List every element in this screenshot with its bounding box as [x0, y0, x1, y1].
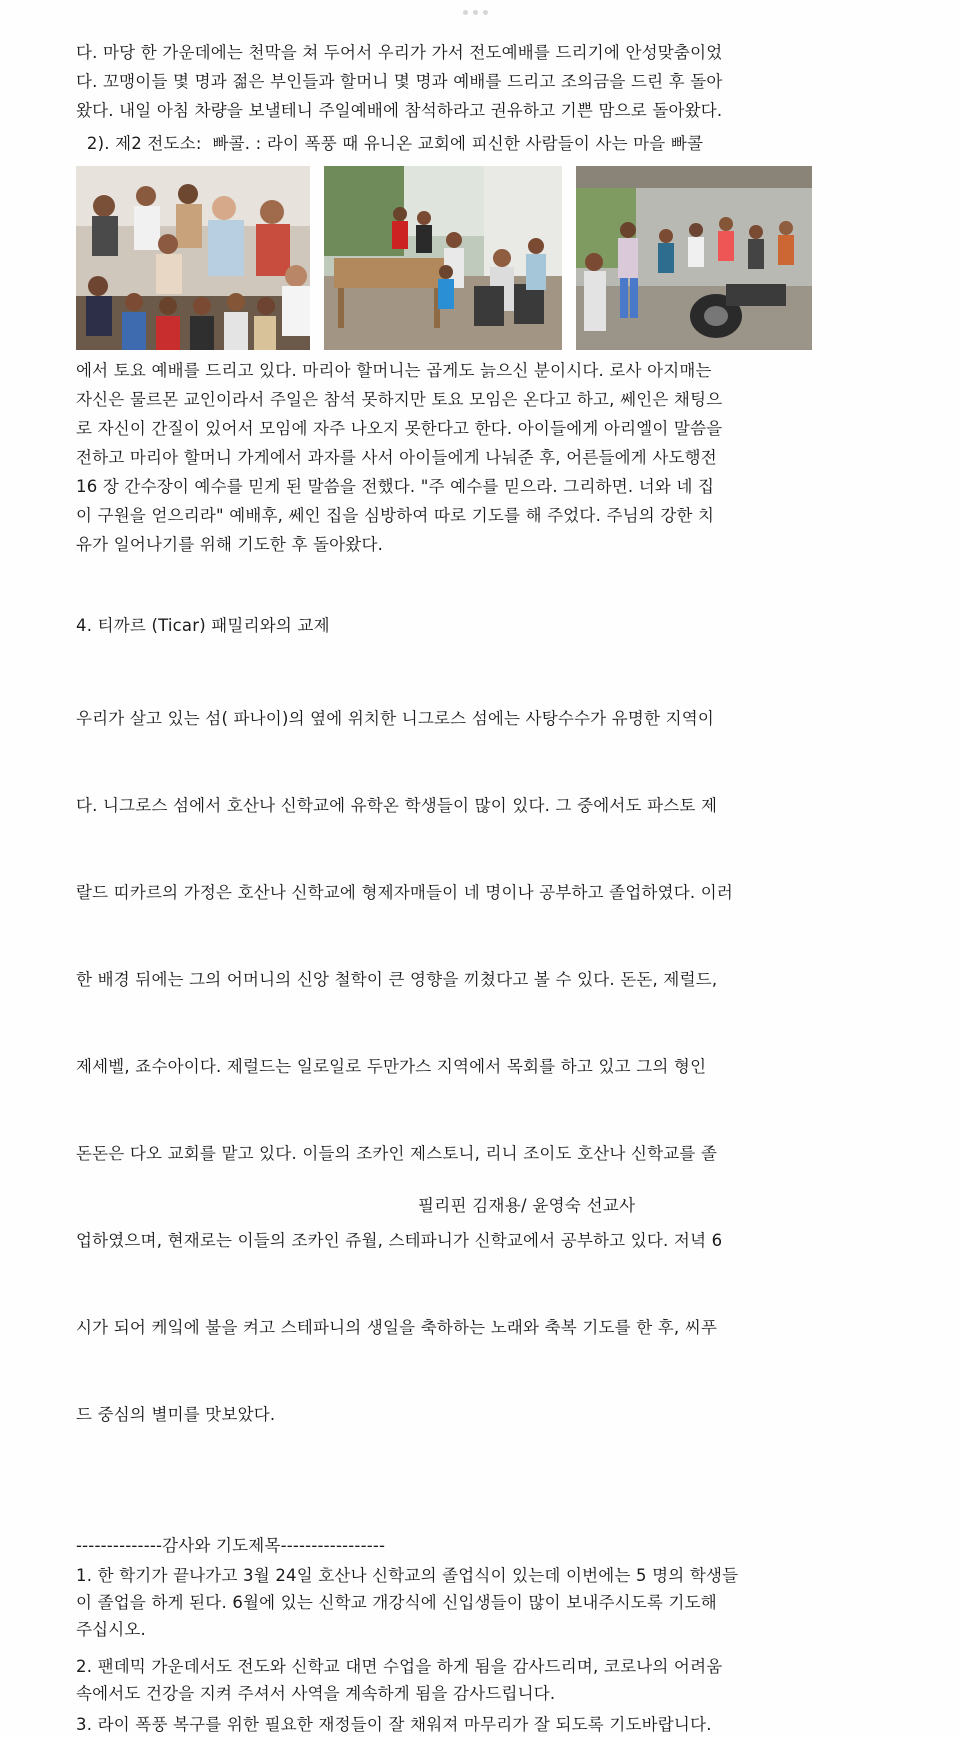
text-line: 제세벨, 죠수아이다. 제럴드는 일로일로 두만가스 지역에서 목회를 하고 있고 그의 형인	[76, 1057, 707, 1076]
text-line: 속에서도 건강을 지켜 주셔서 사역을 계속하게 됨을 감사드립니다.	[76, 1684, 556, 1703]
paragraph-1	[76, 38, 864, 125]
text-line: 왔다. 내일 아침 차량을 보낼테니 주일예배에 참석하라고 권유하고 기쁜 맘으로 돌아왔다.	[76, 101, 723, 120]
paragraph-2	[76, 356, 864, 559]
text-line: 16 장 간수장이 예수를 믿게 된 말씀을 전했다. "주 예수를 믿으라. 그리하면. 너와 네 집	[76, 477, 715, 496]
text-line: 1. 한 학기가 끝나가고 3월 24일 호산나 신학교의 졸업식이 있는데 이번에는 5 명의 학생들	[76, 1566, 739, 1585]
prayer-header: --------------감사와 기도제목-----------------	[76, 1536, 386, 1555]
text-line: 자신은 물르몬 교인이라서 주일은 참석 못하지만 토요 모임은 온다고 하고, 쎄인은 채팅으	[76, 390, 723, 409]
document-page	[76, 38, 864, 1738]
section-4-title: 4. 티까르 (Ticar) 패밀리와의 교제	[76, 616, 330, 635]
text-line: 2. 팬데믹 가운데서도 전도와 신학교 대면 수업을 하게 됨을 감사드리며, 코로나의 어려움	[76, 1657, 723, 1676]
text-line: 이 졸업을 하게 된다. 6월에 있는 신학교 개강식에 신입생들이 많이 보내주시도록 기도해	[76, 1593, 717, 1612]
text-line: 이 구원을 얻으리라" 예배후, 쎄인 집을 심방하여 따로 기도를 해 주었다. 주님의 강한 치	[76, 506, 715, 525]
prayer-item-3: 3. 라이 폭풍 복구를 위한 필요한 재정들이 잘 채워져 마무리가 잘 되도록 기도바랍니다.	[76, 1715, 712, 1734]
text-line: 유가 일어나기를 위해 기도한 후 돌아왔다.	[76, 535, 384, 554]
text-line: 다. 마당 한 가운데에는 천막을 쳐 두어서 우리가 가서 전도예배를 드리기에 안성맞춤이었	[76, 43, 723, 62]
text-line: 돈돈은 다오 교회를 맡고 있다. 이들의 조카인 제스토니, 리니 조이도 호산나 신학교를 졸	[76, 1144, 718, 1163]
photo-outdoor-meeting	[324, 166, 562, 350]
photo-village-gathering	[576, 166, 812, 350]
prayer-item-2	[76, 1653, 864, 1707]
text-line: 시가 되어 케잌에 불을 켜고 스테파니의 생일을 축하하는 노래와 축복 기도를 한 후, 씨푸	[76, 1318, 718, 1337]
signature: 필리핀 김재용/ 윤영숙 선교사	[418, 1196, 636, 1215]
text-line: 주십시오.	[76, 1620, 147, 1639]
text-line: 랄드 띠카르의 가정은 호산나 신학교에 형제자매들이 네 명이나 공부하고 졸업하였다. 이러	[76, 883, 734, 902]
page-indicator-dots	[463, 10, 488, 15]
section-2-intro: 2). 제2 전도소: 빠콜. : 라이 폭풍 때 유니온 교회에 피신한 사람들이 사는 마을 빠콜	[76, 134, 704, 153]
text-line: 업하였으며, 현재로는 이들의 조카인 쥬월, 스테파니가 신학교에서 공부하고 있다. 저녁 6	[76, 1231, 723, 1250]
paragraph-3	[76, 646, 864, 1487]
text-line: 우리가 살고 있는 섬( 파나이)의 옆에 위치한 니그로스 섬에는 사탕수수가 유명한 지역이	[76, 709, 715, 728]
text-line: 다. 꼬맹이들 몇 명과 젊은 부인들과 할머니 몇 명과 예배를 드리고 조의금을 드린 후 돌아	[76, 72, 723, 91]
text-line: 로 자신이 간질이 있어서 모임에 자주 나오지 못한다고 한다. 아이들에게 아리엘이 말씀을	[76, 419, 723, 438]
photo-row	[76, 166, 864, 350]
text-line: 한 배경 뒤에는 그의 어머니의 신앙 철학이 큰 영향을 끼쳤다고 볼 수 있다. 돈돈, 제럴드,	[76, 970, 718, 989]
text-line: 다. 니그로스 섬에서 호산나 신학교에 유학온 학생들이 많이 있다. 그 중에서도 파스토 제	[76, 796, 718, 815]
text-line: 에서 토요 예배를 드리고 있다. 마리아 할머니는 곱게도 늙으신 분이시다. 로사 아지매는	[76, 361, 712, 380]
text-line: 전하고 마리아 할머니 가게에서 과자를 사서 아이들에게 나눠준 후, 어른들에게 사도행전	[76, 448, 717, 467]
text-line: 드 중심의 별미를 맛보았다.	[76, 1405, 276, 1424]
photo-group-people	[76, 166, 310, 350]
prayer-item-1	[76, 1562, 864, 1643]
